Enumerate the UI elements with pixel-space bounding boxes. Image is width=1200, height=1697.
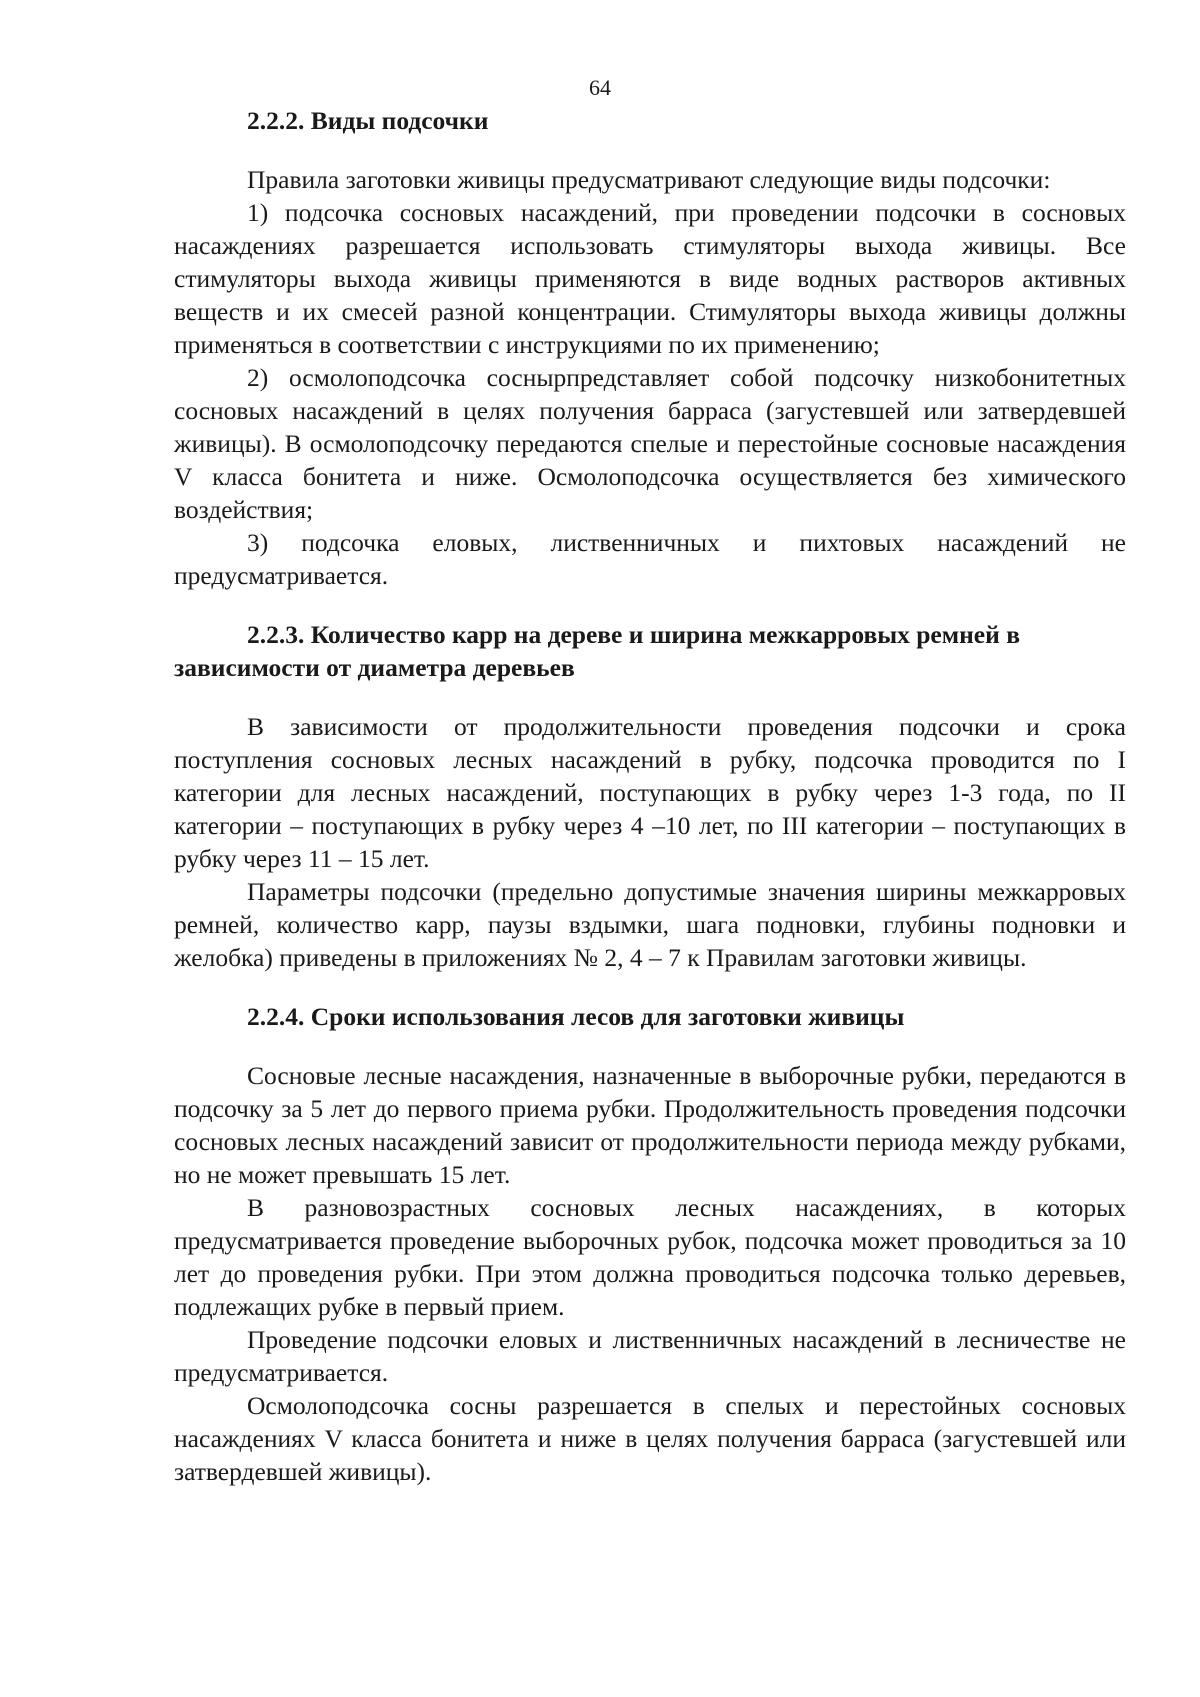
paragraph: Осмолоподсочка сосны разрешается в спелых и перестойных сосновых насаждениях V класса бонитета и ниже в целях получения барраса (загустевшей или затвердевшей живицы).	[174, 1391, 1126, 1486]
paragraph: Параметры подсочки (предельно допустимые значения ширины межкарровых ремней, количество карр, паузы вздымки, шага подновки, глубины подновки и желобка) приведены в приложениях № 2, 4 – 7 к Правилам заготовки живицы.	[174, 877, 1126, 972]
page-content	[174, 104, 1126, 1488]
paragraph: Правила заготовки живицы предусматривают следующие виды подсочки:	[247, 165, 1051, 194]
section-heading: 2.2.2. Виды подсочки	[247, 106, 489, 135]
section-heading: 2.2.4. Сроки использования лесов для заготовки живицы	[247, 1002, 905, 1031]
paragraph: В зависимости от продолжительности проведения подсочки и срока поступления сосновых лесных насаждений в рубку, подсочка проводится по I категории для лесных насаждений, поступающих в рубку через 1-3 года, по II категории – поступающих в рубку через 4 –10 лет, по III категории – поступающих в рубку через 11 – 15 лет.	[174, 712, 1126, 873]
section-2-2-4	[174, 1000, 1126, 1488]
list-item-paragraph: 3) подсочка еловых, лиственничных и пихтовых насаждений не предусматривается.	[174, 528, 1126, 590]
section-2-2-2	[174, 104, 1126, 592]
section-2-2-3	[174, 618, 1126, 974]
paragraph: Проведение подсочки еловых и лиственничных насаждений в лесничестве не предусматривается.	[174, 1325, 1126, 1387]
paragraph: Сосновые лесные насаждения, назначенные в выборочные рубки, передаются в подсочку за 5 лет до первого приема рубки. Продолжительность проведения подсочки сосновых лесных насаждений зависит от продолжительности периода между рубками, но не может превышать 15 лет.	[174, 1061, 1126, 1189]
list-item-paragraph: 1) подсочка сосновых насаждений, при проведении подсочки в сосновых насаждениях разрешается использовать стимуляторы выхода живицы. Все стимуляторы выхода живицы применяются в виде водных растворов активных веществ и их смесей разной концентрации. Стимуляторы выхода живицы должны применяться в соответствии с инструкциями по их применению;	[174, 198, 1126, 359]
paragraph: В разновозрастных сосновых лесных насаждениях, в которых предусматривается проведение выборочных рубок, подсочка может проводиться за 10 лет до проведения рубки. При этом должна проводиться подсочка только деревьев, подлежащих рубке в первый прием.	[174, 1193, 1126, 1321]
list-item-paragraph: 2) осмолоподсочка соснырпредставляет собой подсочку низкобонитетных сосновых насаждений в целях получения барраса (загустевшей или затвердевшей живицы). В осмолоподсочку передаются спелые и перестойные сосновые насаждения V класса бонитета и ниже. Осмолоподсочка осуществляется без химического воздействия;	[174, 363, 1126, 524]
page-number: 64	[589, 75, 611, 100]
section-heading: 2.2.3. Количество карр на дереве и ширина межкарровых ремней в зависимости от диаметра деревьев	[174, 620, 1020, 682]
